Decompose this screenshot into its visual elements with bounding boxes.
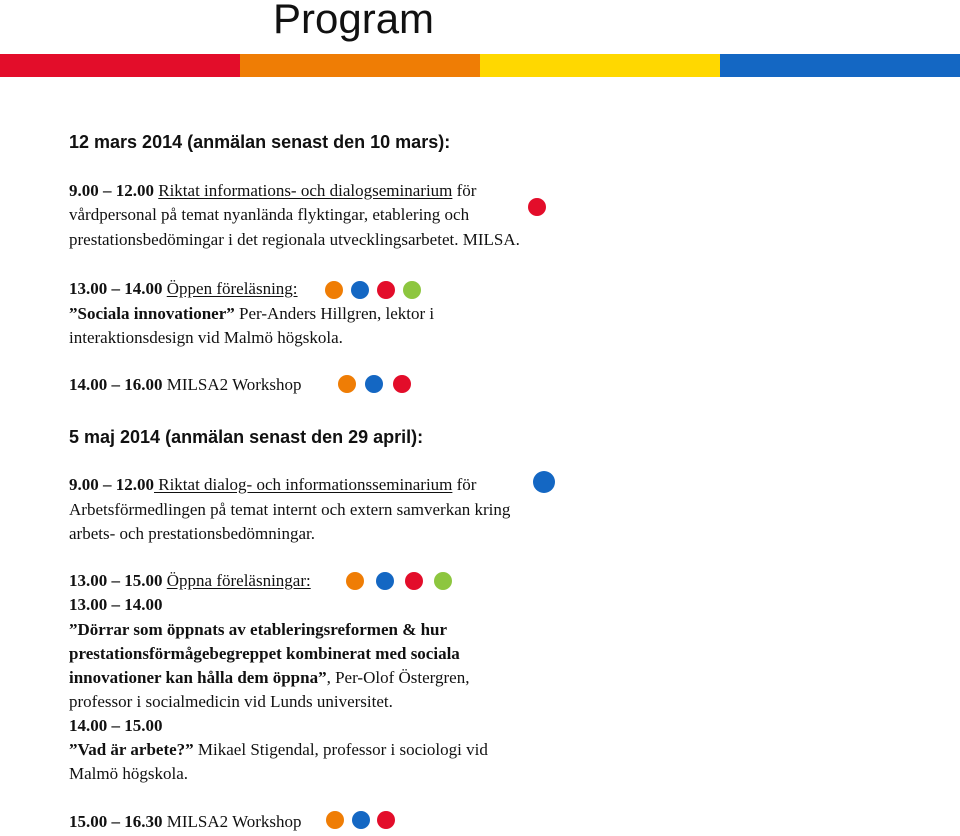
quote-mark: ” (226, 304, 235, 323)
red-dot-icon (405, 572, 423, 590)
day1-session3 (69, 373, 302, 397)
blue-dot-icon (376, 572, 394, 590)
speaker: , Per-Olof Östergren, (326, 668, 470, 687)
green-dot-icon (434, 572, 452, 590)
red-dot-icon (377, 281, 395, 299)
stripe-blue (720, 54, 960, 77)
talk1-title-line2: prestationsförmågebegreppet kombinerat med sociala (69, 644, 460, 663)
day2-session1-line1 (69, 473, 476, 497)
talk2-line2: Malmö högskola. (69, 764, 188, 783)
day1-session2-line3: interaktionsdesign vid Malmö högskola. (69, 328, 343, 347)
session-time: 14.00 – 16.00 (69, 375, 163, 394)
speaker: Per-Anders Hillgren, lektor i (234, 304, 435, 323)
session-time: 9.00 – 12.00 (69, 181, 154, 200)
blue-dot-icon (365, 375, 383, 393)
talk1-title-line1: ”Dörrar som öppnats av etableringsreformen & hur (69, 620, 448, 639)
session-text: för (456, 181, 477, 200)
day2-session1-line3: arbets- och prestationsbedömningar. (69, 524, 315, 543)
orange-dot-icon (325, 281, 343, 299)
orange-dot-icon (326, 811, 344, 829)
talk-title: Sociala innovationer (77, 304, 227, 323)
day1-session1-line1 (69, 179, 476, 203)
stripe-yellow (480, 54, 720, 77)
orange-dot-icon (346, 572, 364, 590)
stripe-red (0, 54, 240, 77)
session-title: Öppna föreläsningar: (166, 571, 311, 590)
blue-dot-icon (533, 471, 555, 493)
blue-dot-icon (351, 281, 369, 299)
green-dot-icon (403, 281, 421, 299)
day2-session2-line1 (69, 569, 311, 593)
stripe-orange (240, 54, 480, 77)
red-dot-icon (377, 811, 395, 829)
talk2-line1 (69, 738, 488, 762)
blue-dot-icon (352, 811, 370, 829)
day1-session2-line1 (69, 277, 298, 301)
session-time: 13.00 – 15.00 (69, 571, 163, 590)
session-text: för (456, 475, 477, 494)
session-title: MILSA2 Workshop (166, 375, 302, 394)
day2-session3 (69, 810, 302, 834)
quote-mark: ” (69, 304, 78, 323)
talk1-speaker-line2: professor i socialmedicin vid Lunds universitet. (69, 692, 393, 711)
day2-session1-line2: Arbetsförmedlingen på temat internt och extern samverkan kring (69, 500, 511, 519)
day2-heading: 5 maj 2014 (anmälan senast den 29 april): (69, 427, 424, 447)
color-stripe (0, 54, 960, 77)
day1-heading: 12 mars 2014 (anmälan senast den 10 mars): (69, 132, 451, 152)
day1-session1-line3: prestationsbedömingar i det regionala utvecklingsarbetet. MILSA. (69, 230, 520, 249)
talk-title: innovationer kan hålla dem öppna” (69, 668, 327, 687)
red-dot-icon (393, 375, 411, 393)
session-title: MILSA2 Workshop (166, 812, 302, 831)
talk2-time: 14.00 – 15.00 (69, 716, 163, 735)
talk-title: ”Vad är arbete?” (69, 740, 194, 759)
session-title: Öppen föreläsning: (166, 279, 298, 298)
talk1-time: 13.00 – 14.00 (69, 595, 163, 614)
session-time: 13.00 – 14.00 (69, 279, 163, 298)
session-time: 9.00 – 12.00 (69, 475, 154, 494)
session-title: Riktat dialog- och informationsseminarium (154, 475, 453, 494)
red-dot-icon (528, 198, 546, 216)
day1-session1-line2: vårdpersonal på temat nyanlända flyktingar, etablering och (69, 205, 470, 224)
orange-dot-icon (338, 375, 356, 393)
page-title: Program (273, 0, 435, 42)
speaker: Mikael Stigendal, professor i sociologi vid (193, 740, 488, 759)
session-time: 15.00 – 16.30 (69, 812, 163, 831)
talk1-title-line3 (69, 666, 469, 690)
session-title: Riktat informations- och dialogseminarium (158, 181, 453, 200)
day1-session2-line2 (69, 302, 434, 326)
